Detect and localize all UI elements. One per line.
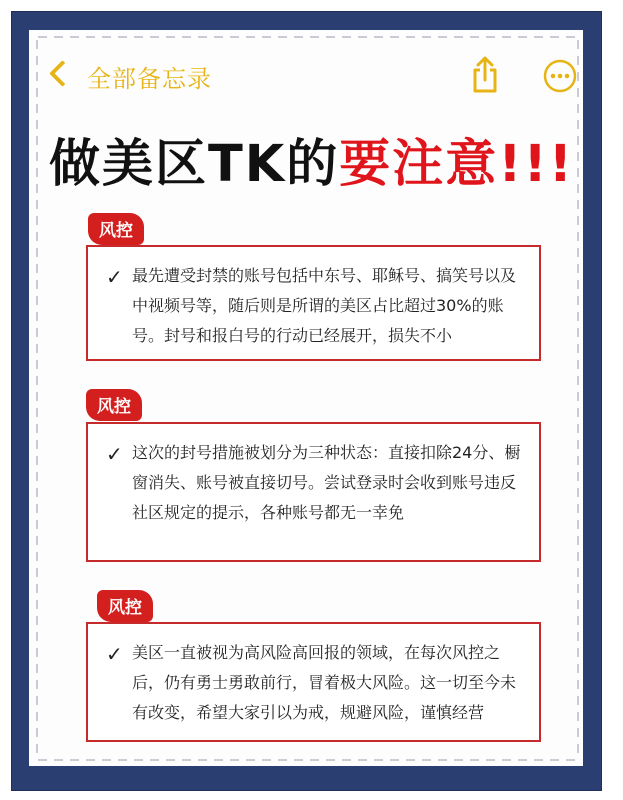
risk-control-badge: 风控 bbox=[88, 213, 144, 245]
card-text: 这次的封号措施被划分为三种状态：直接扣除24分、橱窗消失、账号被直接切号。尝试登录时会收到账号违反社区规定的提示，各种账号都无一幸免 bbox=[132, 443, 521, 522]
card-text: 最先遭受封禁的账号包括中东号、耶稣号、搞笑号以及中视频号等，随后则是所谓的美区占比超过30%的账号。封号和报白号的行动已经展开，损失不小 bbox=[132, 266, 517, 345]
risk-control-badge: 风控 bbox=[97, 590, 153, 622]
checkmark-icon: ✓ bbox=[106, 265, 123, 289]
note-card bbox=[86, 422, 541, 562]
title-black-part: 做美区TK的 bbox=[48, 135, 340, 194]
dashed-border-bottom bbox=[38, 759, 576, 761]
risk-control-badge: 风控 bbox=[86, 389, 142, 421]
note-card bbox=[86, 245, 541, 361]
share-icon[interactable] bbox=[470, 56, 500, 94]
back-to-all-notes-link[interactable]: 全部备忘录 bbox=[87, 65, 212, 93]
title-red-part: 要注意!!! bbox=[339, 135, 575, 194]
checkmark-icon: ✓ bbox=[106, 442, 123, 466]
dashed-border-top bbox=[38, 36, 576, 38]
page-title bbox=[0, 122, 623, 196]
checkmark-icon: ✓ bbox=[106, 642, 123, 666]
more-icon[interactable] bbox=[543, 59, 577, 93]
notes-nav-bar bbox=[45, 54, 583, 100]
card-text: 美区一直被视为高风险高回报的领域，在每次风控之后，仍有勇士勇敢前行，冒着极大风险。这一切至今未有改变，希望大家引以为戒，规避风险，谨慎经营 bbox=[132, 643, 517, 722]
chevron-left-icon[interactable] bbox=[49, 60, 76, 87]
note-card bbox=[86, 622, 541, 742]
